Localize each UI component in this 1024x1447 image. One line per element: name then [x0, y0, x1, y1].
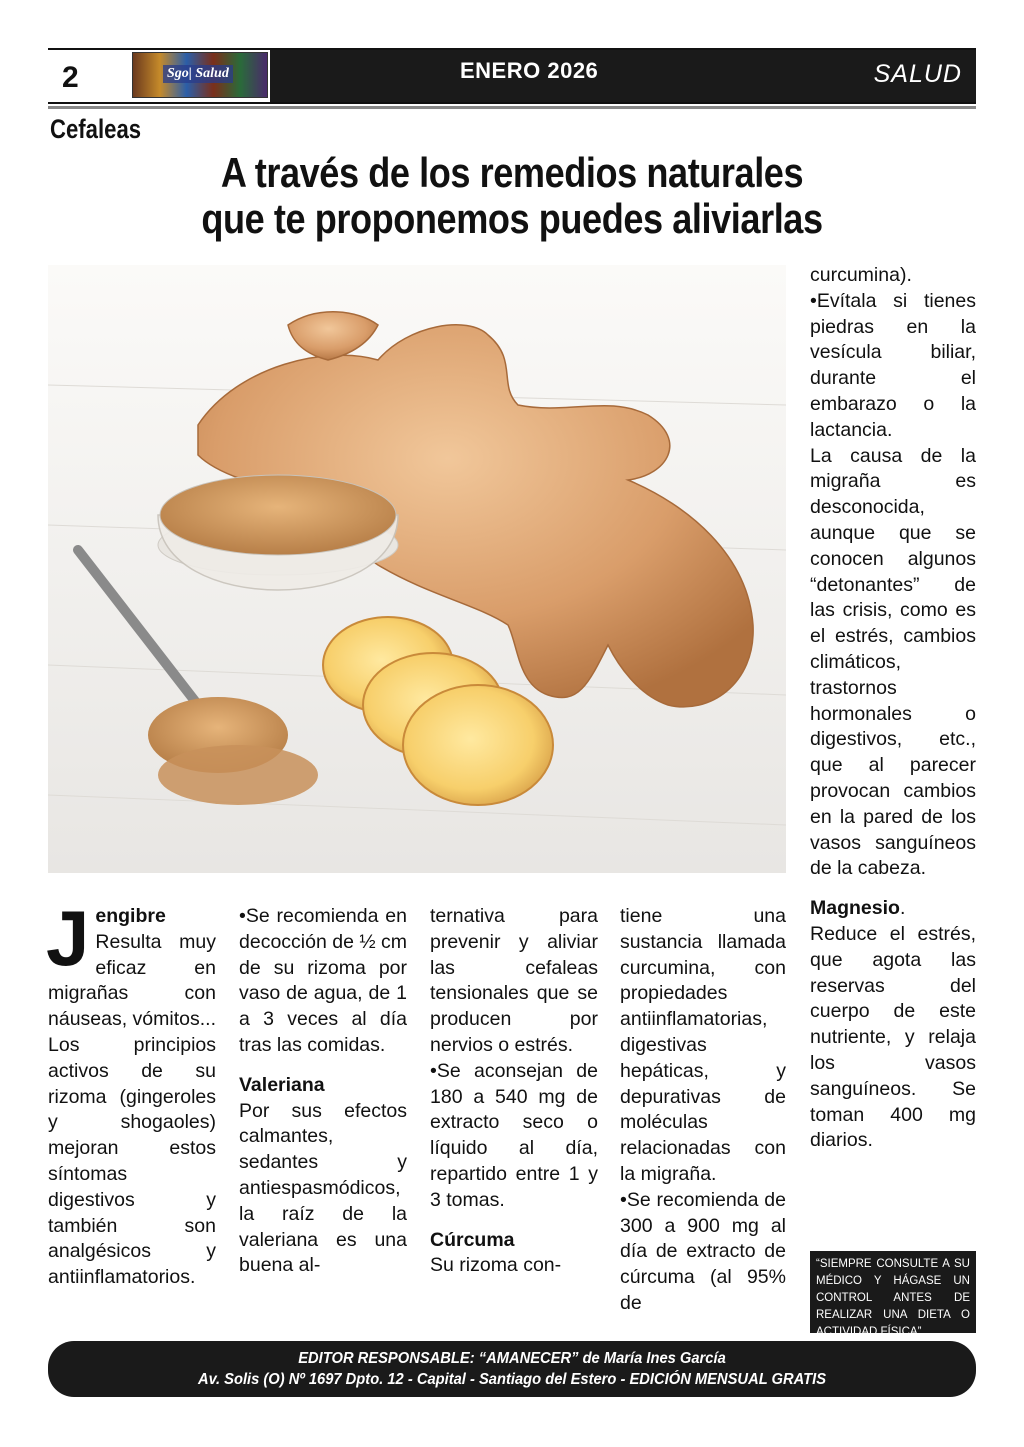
section-title-curcuma: Cúrcuma — [430, 1228, 515, 1251]
paragraph-magnesio: Reduce el estrés, que agota las reservas del cuerpo de este nutriente, y relaja los vasos sanguíneos. Se toman 400 mg diarios. — [810, 922, 976, 1152]
issue-date: ENERO 2026 — [460, 58, 599, 83]
paragraph-curcuma-cont: tiene una sustancia llamada curcumina, con propiedades antiinflamatorias, digestivas hepáticas, y depurativas de moléculas relacionadas con la migraña. — [620, 905, 786, 1185]
section-name: SALUD — [873, 60, 962, 88]
section-title-valeriana: Valeriana — [239, 1073, 325, 1096]
page-footer — [48, 1341, 976, 1397]
paragraph-jengibre: Resulta muy eficaz en migrañas con náuseas, vómitos... Los principios activos de su rizoma (gingeroles y shogaoles) mejoran estos síntomas digestivos y también son analgésicos y antiinflamatorios. — [48, 930, 216, 1289]
article-headline — [80, 150, 944, 242]
ginger-illustration — [48, 265, 786, 873]
paragraph-contraindicaciones: •Evítala si tienes piedras en la vesícula biliar, durante el embarazo o la lactancia. — [810, 289, 976, 441]
text-column-5 — [810, 263, 976, 1154]
section-title-magnesio-wrap — [810, 896, 976, 922]
paragraph-causa-migrana: La causa de la migraña es desconocida, aunque que se conocen algunos “detonantes” de las crisis, como es el estrés, cambios climáticos, trastornos hormonales o digestivos, etc., que al parecer provocan cambios en la pared de los vasos sanguíneos de la cabeza. — [810, 444, 976, 880]
drop-cap: J — [46, 894, 90, 982]
paragraph-dosis-jengibre: •Se recomienda en decocción de ½ cm de su rizoma por vaso de agua, de 1 a 3 veces al día tras las comidas. — [239, 905, 408, 1056]
text-column-1 — [46, 894, 216, 1291]
header-bar — [270, 50, 976, 102]
headline-line-2: que te proponemos puedes aliviarlas — [201, 195, 823, 242]
header-rule — [48, 106, 976, 109]
footer-address: Av. Solis (O) Nº 1697 Dpto. 12 - Capital - Santiago del Estero - EDICIÓN MENSUAL GRATIS — [197, 1371, 827, 1388]
magnesio-period: . — [899, 897, 906, 920]
publication-logo — [132, 52, 268, 98]
logo-text: Sgo| Salud — [163, 65, 233, 83]
paragraph-valeriana-cont: ternativa para prevenir y aliviar las cefaleas tensionales que se producen por nervios o estrés. — [430, 905, 598, 1056]
text-column-2 — [239, 904, 407, 1279]
footer-editor: EDITOR RESPONSABLE: “AMANECER” de María Ines García — [298, 1350, 726, 1367]
paragraph-valeriana: Por sus efectos calmantes, sedantes y antiespasmódicos, la raíz de la valeriana es una buena al- — [239, 1099, 407, 1277]
page-number: 2 — [48, 50, 128, 102]
health-notice-box: “SIEMPRE CONSULTE A SU MÉDICO Y HÁGASE UN CONTROL ANTES DE REALIZAR UNA DIETA O ACTIVIDAD FÍSICA” — [810, 1251, 976, 1333]
section-title-magnesio: Magnesio — [810, 897, 900, 920]
paragraph-dosis-valeriana: •Se aconsejan de 180 a 540 mg de extracto seco o líquido al día, repartido entre 1 y 3 tomas. — [430, 1059, 598, 1211]
text-column-3 — [430, 904, 598, 1279]
paragraph-curcuma: Su rizoma con- — [430, 1254, 562, 1277]
page-header — [48, 48, 976, 104]
article-kicker: Cefaleas — [50, 114, 142, 144]
text-column-4 — [620, 904, 786, 1317]
paragraph-dosis-curcuma: •Se recomienda de 300 a 900 mg al día de extracto de cúrcuma (al 95% de — [620, 1188, 786, 1314]
headline-line-1: A través de los remedios naturales — [220, 149, 804, 196]
section-title-jengibre: engibre — [95, 905, 166, 927]
ginger-photo — [48, 265, 786, 873]
paragraph-curcuma-end: curcumina). — [810, 264, 912, 286]
